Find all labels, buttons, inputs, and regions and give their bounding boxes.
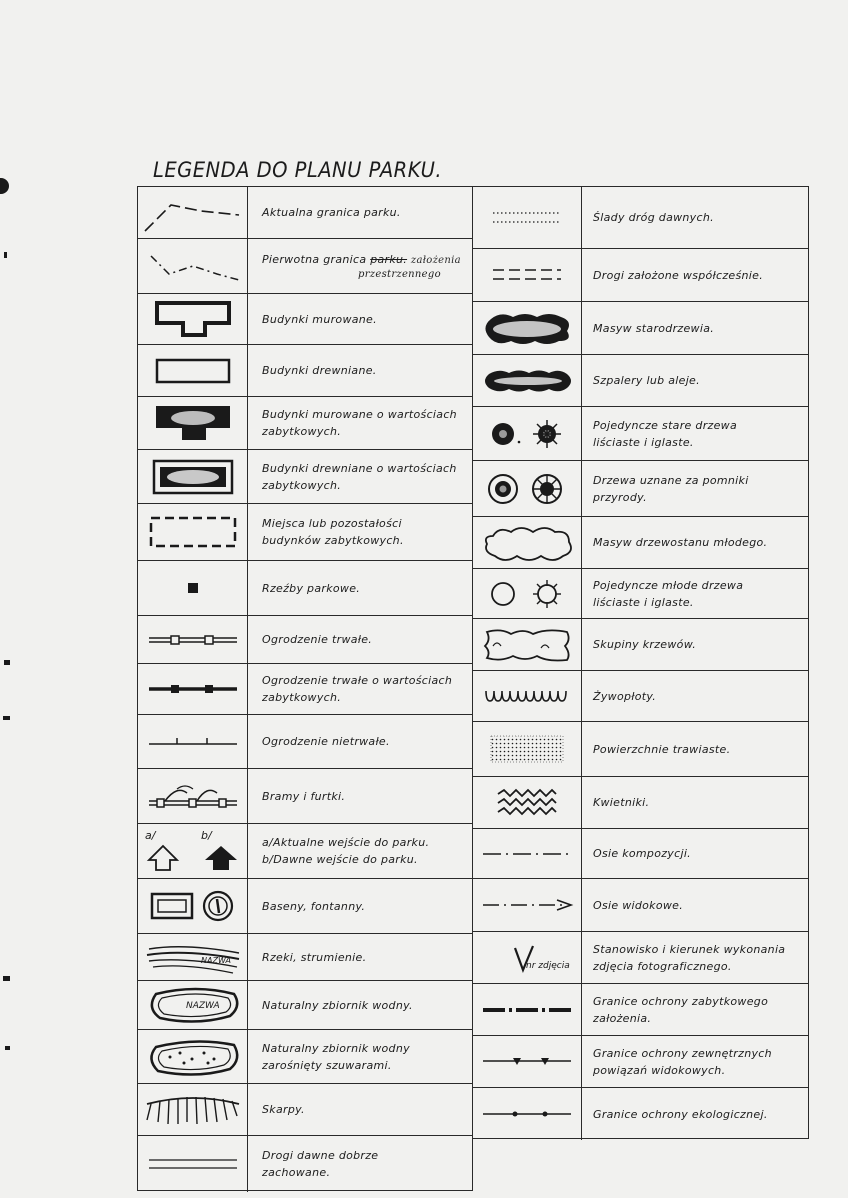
legend-row [138,1084,472,1136]
legend-row [473,1036,808,1088]
historic-wooden-building-icon [138,450,248,503]
legend-description: Ślady dróg dawnych. [593,211,714,224]
pond-icon [138,981,248,1029]
legend-description: Pojedyncze stare drzewa liściaste i iglaste. [593,418,737,449]
legend-row [473,569,808,619]
view-axis-icon [473,879,582,931]
legend-description: Budynki murowane o wartościach zabytkowych. [262,408,457,438]
legend-description: Granice ochrony zabytkowego założenia. [593,994,769,1025]
tree-row-icon [473,355,582,406]
natural-monument-icon [473,461,582,516]
single-young-trees-icon [473,569,582,618]
legend-row [138,616,472,664]
legend-right-column [472,186,809,1139]
legend-row [473,187,808,249]
legend-description: Miejsca lub pozostałości budynków zabytkowych. [262,517,404,547]
historic-fence-icon [138,664,248,714]
legend-row [138,769,472,824]
legend-row [138,934,472,981]
single-old-trees-icon [473,407,582,460]
historic-brick-building-icon [138,397,248,449]
legend-row [473,722,808,777]
legend-row [473,829,808,879]
legend-row [138,664,472,715]
handwritten-note: założenia [410,255,461,266]
legend-description: Naturalny zbiornik wodny. [262,998,413,1012]
young-tree-mass-icon [473,517,582,568]
legend-row [138,981,472,1030]
legend-row [473,777,808,829]
legend-row [473,407,808,461]
legend-row [138,239,472,294]
legend-description: Powierzchnie trawiaste. [593,742,731,756]
river-name-label: NAZWA [200,956,231,965]
legend-row [473,619,808,671]
legend-row [138,187,472,239]
photo-station-icon [473,932,582,983]
pond-name-label: NAZWA [185,1001,220,1011]
sculpture-icon [138,561,248,615]
page-title: LEGENDA DO PLANU PARKU. [153,158,443,182]
legend-description: Osie kompozycji. [593,847,691,860]
legend-row [473,932,808,984]
old-road-preserved-icon [138,1136,248,1192]
legend-row [473,517,808,569]
legend-description: Budynki murowane. [262,312,377,326]
entrance-arrows-icon [138,824,248,878]
legend-description: Bramy i furtki. [262,789,346,803]
scan-mark [4,252,7,258]
scan-mark [5,1046,10,1050]
river-icon [138,934,248,980]
building-remains-icon [138,504,248,560]
legend-row [138,715,472,769]
flowerbed-icon [473,777,582,828]
legend-description: Kwietniki. [593,796,650,809]
legend-row [138,879,472,934]
legend-description: Aktualna granica parku. [262,206,401,219]
legend-row [473,249,808,302]
legend-description: Masyw drzewostanu młodego. [593,536,768,549]
heritage-protection-icon [473,984,582,1035]
photo-number-label: nr zdjęcia [526,960,570,971]
legend-row [473,879,808,932]
legend-row [473,1088,808,1140]
old-tree-mass-icon [473,302,582,354]
legend-description: Żywopłoty. [593,689,657,703]
pool-fountain-icon [138,879,248,933]
legend-description: Pojedyncze młode drzewa liściaste i iglaste. [593,578,744,609]
legend-description: Osie widokowe. [593,898,684,912]
permanent-fence-icon [138,616,248,663]
brick-building-icon [138,294,248,344]
hedge-icon [473,671,582,721]
shrub-group-icon [473,619,582,670]
dashed-boundary-icon [138,187,248,238]
legend-row [138,824,472,879]
legend-description: Skupiny krzewów. [593,638,697,651]
legend-row [138,1136,472,1192]
legend-description: Drzewa uznane za pomniki przyrody. [593,473,749,504]
legend-description: Szpalery lub aleje. [593,374,700,387]
legend-row [473,461,808,517]
lawn-icon [473,722,582,776]
legend-description: Rzeźby parkowe. [262,581,361,595]
old-road-traces-icon [473,187,582,248]
slope-icon [138,1084,248,1135]
legend-description: Granice ochrony ekologicznej. [593,1107,768,1121]
composition-axis-icon [473,829,582,878]
original-boundary-icon [138,239,248,293]
legend-row [138,450,472,504]
scan-mark [3,716,10,720]
legend-description: Ogrodzenie trwałe o wartościach zabytkowych. [262,674,453,704]
legend-description: Budynki drewniane. [262,364,377,377]
legend-description: Rzeki, strumienie. [262,950,367,964]
legend-description: Drogi założone współcześnie. [593,268,764,282]
legend-description: Stanowisko i kierunek wykonania zdjęcia fotograficznego. [593,942,786,973]
legend-description: Drogi dawne dobrze zachowane. [262,1149,379,1179]
legend-table [137,186,809,1191]
legend-row [473,302,808,355]
legend-description: Naturalny zbiornik wodny zarośnięty szuwarami. [262,1041,410,1072]
scan-mark [4,660,10,665]
label-a: a/ [144,829,155,842]
legend-description: Baseny, fontanny. [262,899,366,913]
legend-description: Ogrodzenie nietrwałe. [262,735,390,748]
legend-description: Budynki drewniane o wartościach zabytkowych. [262,461,457,492]
legend-description: Ogrodzenie trwałe. [262,633,373,646]
legend-description: Pierwotna granica parku. założenia przestrzennego [262,239,468,293]
legend-row [138,345,472,397]
legend-description: Granice ochrony zewnętrznych powiązań widokowych. [593,1046,772,1077]
gate-icon [138,769,248,823]
legend-left-column [137,186,473,1191]
temporary-fence-icon [138,715,248,768]
legend-row [138,294,472,345]
legend-row [138,397,472,450]
legend-row [473,671,808,722]
ecological-protection-icon [473,1088,582,1140]
modern-road-icon [473,249,582,301]
scan-mark [0,178,9,194]
legend-description: Skarpy. [262,1103,305,1116]
scan-mark [3,976,10,981]
struck-word: parku. [370,253,408,266]
legend-row [138,561,472,616]
label-b: b/ [200,829,212,842]
overgrown-pond-icon [138,1030,248,1083]
legend-row [138,504,472,561]
legend-row [473,355,808,407]
landscape-protection-icon [473,1036,582,1087]
legend-description: a/Aktualne wejście do parku. b/Dawne wejście do parku. [262,836,430,866]
wooden-building-icon [138,345,248,396]
legend-description: Masyw starodrzewia. [593,321,715,335]
legend-row [473,984,808,1036]
handwritten-note: przestrzennego [358,269,441,280]
legend-row [138,1030,472,1084]
